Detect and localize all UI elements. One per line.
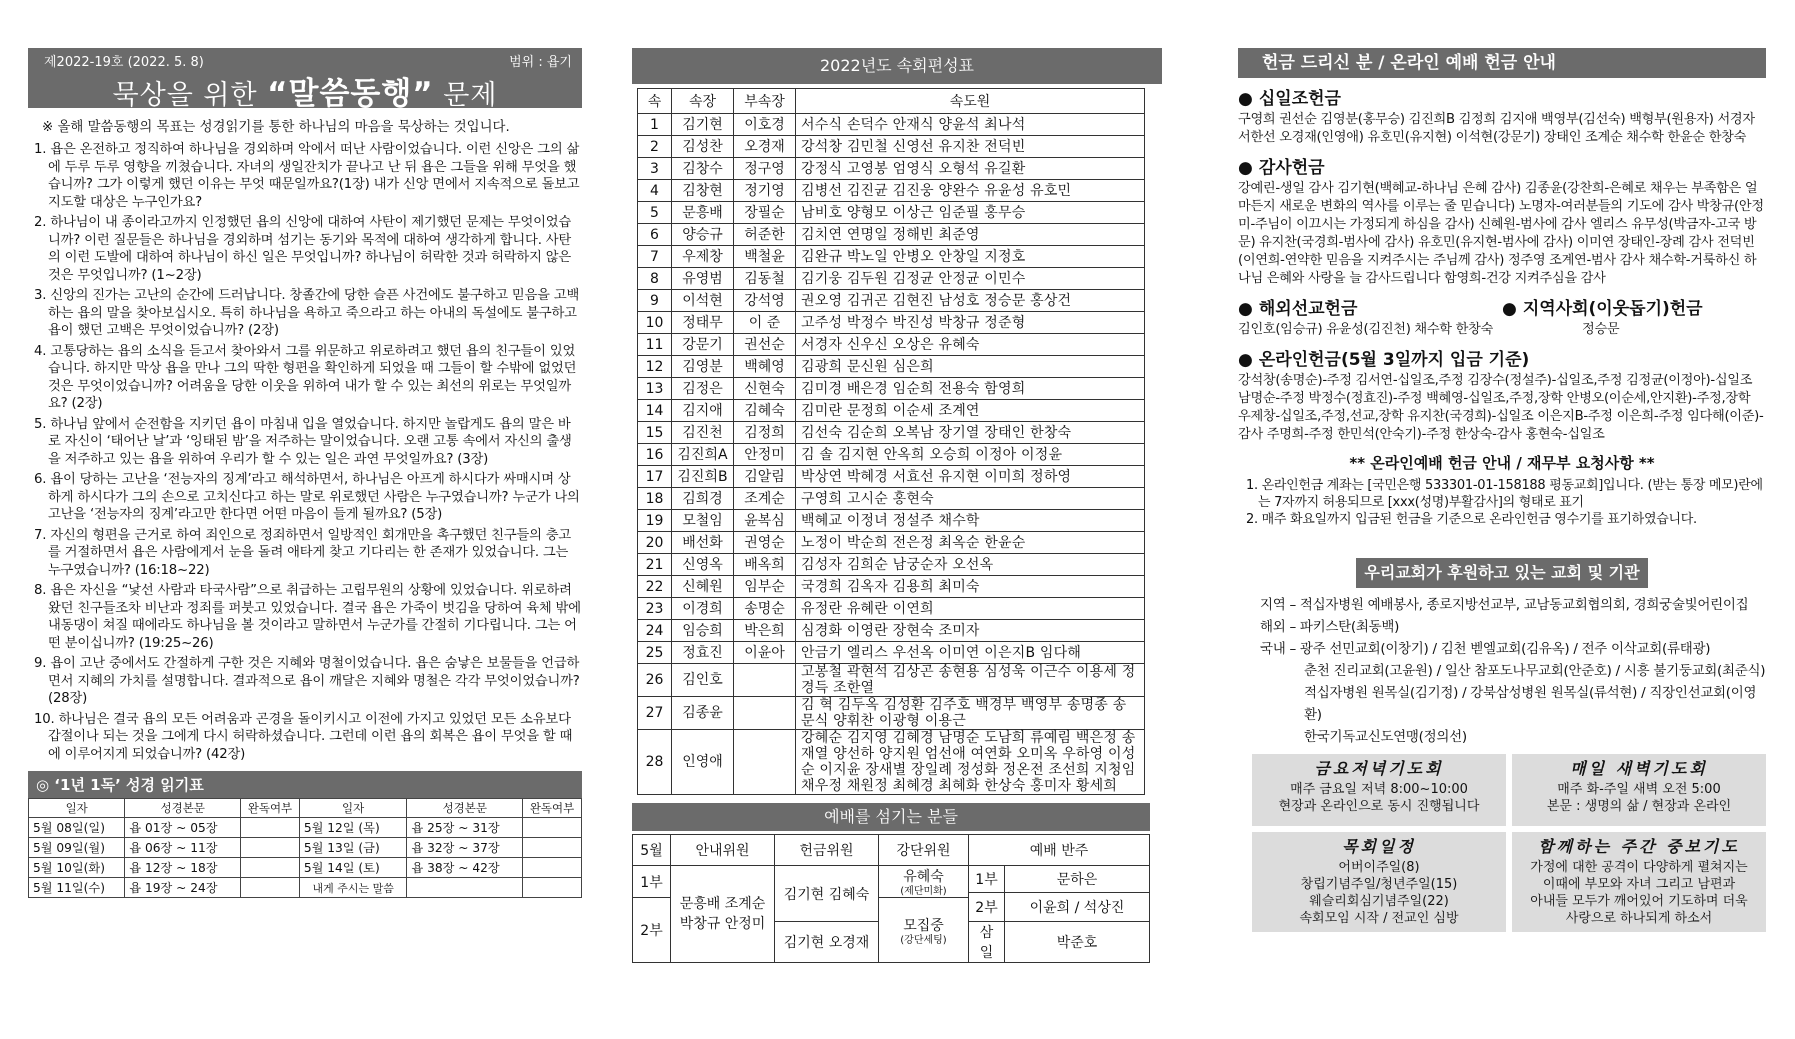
table-row — [638, 290, 1145, 312]
table-header: 성경본문 — [125, 799, 241, 818]
table-header: 강단위원 — [879, 835, 969, 866]
group-subleader: 정구영 — [734, 158, 796, 180]
group-leader: 김종윤 — [672, 697, 734, 730]
group-leader: 이경희 — [672, 598, 734, 620]
group-members: 김성자 김희순 남궁순자 오선옥 — [796, 554, 1145, 576]
table-row — [638, 268, 1145, 290]
group-number: 5 — [638, 202, 672, 224]
request-item: 2. 매주 화요일까지 입금된 헌금을 기준으로 온라인헌금 영수기를 표기하였습니다. — [1246, 512, 1697, 527]
group-subleader: 백철윤 — [734, 246, 796, 268]
group-members: 김미란 문정희 이순세 조계연 — [796, 400, 1145, 422]
community-heading: ● 지역사회(이웃돕기)헌금 — [1502, 299, 1703, 319]
group-number: 3 — [638, 158, 672, 180]
group-leader: 김창현 — [672, 180, 734, 202]
group-members: 김광희 문신원 심은희 — [796, 356, 1145, 378]
request-title: ** 온라인예배 헌금 안내 / 재무부 요청사항 ** — [1349, 454, 1655, 472]
friday-prayer-box: 금요저녁기도회 매주 금요일 저녁 8:00~10:00 현장과 온라인으로 동시 진행됩니다 — [1252, 754, 1506, 826]
question-item: 7. 자신의 형편을 근거로 하여 죄인으로 정죄하면서 일방적인 회개만을 촉구했던 친구들의 충고를 거절하면서 욥은 사람에게서 눈을 돌려 애타게 찾고 기다리는 한 존재가 있었습니다. 그는 누구였습니까? (16:18~22) — [34, 527, 572, 578]
table-row — [638, 312, 1145, 334]
meditation-intro: ※ 올해 말씀동행의 목표는 성경읽기를 통한 하나님의 마음을 묵상하는 것입니다. — [42, 120, 510, 135]
question-item: 9. 욥이 고난 중에서도 간절하게 구한 것은 지혜와 명철이었습니다. 욥은 숨낳은 보물들을 언급하면서 지혜의 가치를 설명합니다. 결과적으로 욥이 깨달은 지혜와 명철은 각각 무엇이었습니까? (28장) — [34, 656, 580, 706]
group-table-title: 2022년도 속회편성표 — [632, 48, 1162, 84]
mission-list: 김인호(임승규) 유윤성(김진천) 채수학 한창숙 — [1238, 322, 1493, 337]
group-members: 서경자 신우신 오상은 유혜숙 — [796, 334, 1145, 356]
table-row — [638, 224, 1145, 246]
tithe-heading: ● 십일조헌금 — [1238, 89, 1341, 109]
table-row — [638, 620, 1145, 642]
table-row — [638, 422, 1145, 444]
online-heading: ● 온라인헌금(5월 3일까지 입금 기준) — [1238, 350, 1530, 370]
group-subleader: 김동철 — [734, 268, 796, 290]
group-number: 4 — [638, 180, 672, 202]
group-leader: 모철임 — [672, 510, 734, 532]
table-row — [638, 378, 1145, 400]
table-row — [638, 136, 1145, 158]
group-subleader: 박은희 — [734, 620, 796, 642]
completion-cell[interactable] — [523, 838, 582, 858]
group-members: 권오영 김귀곤 김현진 남성호 정승문 홍상건 — [796, 290, 1145, 312]
table-header: 완독여부 — [523, 799, 582, 818]
group-members: 박상연 박혜경 서효선 유지현 이미희 정하영 — [796, 466, 1145, 488]
bullet-icon: ● — [1502, 299, 1517, 319]
group-subleader: 오경재 — [734, 136, 796, 158]
group-members: 김치연 연명일 정해빈 최준영 — [796, 224, 1145, 246]
support-item: 해외 – 파키스탄(최동백) — [1260, 619, 1400, 635]
group-leader: 정효진 — [672, 642, 734, 664]
request-item: 1. 온라인헌금 계좌는 [국민은행 533301-01-158188 평동교회]입니다. (받는 통장 메모)란에는 7자까지 허용되므로 [xxx(성명)부활감사]의 형태로 표기 — [1246, 478, 1763, 510]
group-subleader: 이윤아 — [734, 642, 796, 664]
group-leader: 유영범 — [672, 268, 734, 290]
group-leader: 신혜원 — [672, 576, 734, 598]
group-subleader: 임부순 — [734, 576, 796, 598]
group-members: 국경희 김옥자 김용희 최미숙 — [796, 576, 1145, 598]
group-leader: 정태무 — [672, 312, 734, 334]
completion-cell[interactable] — [241, 878, 300, 898]
group-subleader: 권영순 — [734, 532, 796, 554]
group-members: 백혜교 이정녀 정설주 채수학 — [796, 510, 1145, 532]
group-number: 15 — [638, 422, 672, 444]
group-members: 노정이 박순희 전은정 최옥순 한윤순 — [796, 532, 1145, 554]
table-row — [638, 114, 1145, 136]
table-header: 안내위원 — [671, 835, 775, 866]
bible-reading-table — [28, 798, 582, 898]
group-number: 12 — [638, 356, 672, 378]
table-row: 2부 모집중 (강단세팅) — [633, 898, 1150, 922]
group-members: 유정란 유혜란 이연희 — [796, 598, 1145, 620]
group-members: 고봉철 곽현석 김상곤 송현용 심성욱 이근수 이용세 정경득 조한열 — [796, 664, 1145, 697]
table-row — [638, 598, 1145, 620]
group-subleader — [734, 730, 796, 795]
group-subleader: 안정미 — [734, 444, 796, 466]
table-header: 속 — [638, 89, 672, 114]
table-header: 성경본문 — [407, 799, 523, 818]
table-row — [638, 510, 1145, 532]
group-subleader: 백혜영 — [734, 356, 796, 378]
group-subleader: 장필순 — [734, 202, 796, 224]
group-number: 26 — [638, 664, 672, 697]
table-header: 일자 — [299, 799, 407, 818]
group-leader: 김진천 — [672, 422, 734, 444]
weekly-intercession-box: 함께하는 주간 중보기도 가정에 대한 공격이 다양하게 펼쳐지는 이때에 부모와 자녀 그리고 남편과 아내들 모두가 깨어있어 기도하며 더욱 사랑으로 하나되게 하소서 — [1512, 832, 1766, 932]
group-number: 16 — [638, 444, 672, 466]
group-table — [637, 88, 1145, 795]
support-list — [1238, 594, 1766, 748]
table-row — [638, 444, 1145, 466]
question-item: 6. 욥이 당하는 고난을 ‘전능자의 징계’라고 해석하면서, 하나님은 아프게 하시다가 싸매시며 상하게 하시다가 그의 손으로 고치신다고 하는 말로 위로했던 사람은 누구였습니까? 누군가 나의 고난을 ‘전능자의 징계’라고만 한다면 어떤 마음이 들게 될까요? (5장) — [34, 472, 580, 522]
table-row — [638, 180, 1145, 202]
group-number: 21 — [638, 554, 672, 576]
table-header: 헌금위원 — [775, 835, 879, 866]
group-members: 강혜순 김지영 김혜경 남명순 도남희 류예림 백은정 송재열 양선하 양지원 엄선애 여연화 오미옥 우하영 이성순 이지윤 장새별 장일례 정성화 정온전 조선희 지청임 채우정 채원정 최혜경 최혜화 한상숙 홍미자 황세희 — [796, 730, 1145, 795]
group-number: 20 — [638, 532, 672, 554]
table-header: 속장 — [672, 89, 734, 114]
group-number: 14 — [638, 400, 672, 422]
offering-title: 헌금 드리신 분 / 온라인 예배 헌금 안내 — [1238, 48, 1766, 78]
offering-column — [1238, 0, 1766, 1039]
thanks-heading: ● 감사헌금 — [1238, 158, 1325, 178]
table-row: 5월 09일(월) 욥 06장 ~ 11장 5월 13일 (금) 욥 32장 ~ 37장 — [29, 838, 582, 858]
table-row — [638, 664, 1145, 697]
question-item: 5. 하나님 앞에서 순전함을 지키던 욥이 마침내 입을 열었습니다. 하지만 놀랍게도 욥의 말은 바로 자신이 ‘태어난 날’과 ‘잉태된 밤’을 저주하는 말이었습니다. 오랜 고통 속에서 자신의 출생을 저주하고 있는 욥을 위하여 우리가 할 수 있는 일은 과연 무엇일까요? (3장) — [34, 416, 572, 467]
completion-cell[interactable] — [523, 858, 582, 878]
group-number: 1 — [638, 114, 672, 136]
completion-cell[interactable] — [241, 838, 300, 858]
table-row — [638, 466, 1145, 488]
group-subleader: 윤복심 — [734, 510, 796, 532]
group-number: 8 — [638, 268, 672, 290]
group-members: 안금기 엘리스 우선옥 이미연 이은지B 임다해 — [796, 642, 1145, 664]
table-row — [638, 532, 1145, 554]
question-item: 2. 하나님이 내 종이라고까지 인정했던 욥의 신앙에 대하여 사탄이 제기했던 문제는 무엇이었습니까? 이런 질문들은 하나님을 경외하며 섬기는 동기와 목적에 대하여 생각하게 합니다. 사탄의 이런 도발에 대하여 하나님이 하신 일은 무엇입니까? 하나님이 허락한 것과 허락하지 않은 것은 무엇입니까? (1~2장) — [34, 215, 572, 283]
support-item: 적십자병원 원목실(김기정) / 강북삼성병원 원목실(류석현) / 직장인선교회(이영환) — [1304, 685, 1757, 723]
group-subleader: 강석영 — [734, 290, 796, 312]
table-row — [638, 697, 1145, 730]
bullet-icon: ● — [1238, 350, 1253, 370]
bullet-icon: ● — [1238, 158, 1253, 178]
group-leader: 김인호 — [672, 664, 734, 697]
group-subleader: 신현숙 — [734, 378, 796, 400]
group-number: 24 — [638, 620, 672, 642]
support-item: 지역 – 적십자병원 예배봉사, 종로지방선교부, 교남동교회협의회, 경희궁술빛어린이집 — [1260, 597, 1749, 613]
group-leader: 문흥배 — [672, 202, 734, 224]
group-members: 강석창 김민철 신영선 유지찬 전덕빈 — [796, 136, 1145, 158]
group-number: 11 — [638, 334, 672, 356]
group-number: 25 — [638, 642, 672, 664]
table-row: 5월 08일(일) 욥 01장 ~ 05장 5월 12일 (목) 욥 25장 ~ 31장 — [29, 818, 582, 838]
group-number: 6 — [638, 224, 672, 246]
mission-heading: ● 해외선교헌금 — [1238, 299, 1358, 319]
pastoral-schedule-box: 목회일정 어버이주일(8) 창립기념주일/청년주일(15) 웨슬리회심기념주일(22) 속회모임 시작 / 전교인 심방 — [1252, 832, 1506, 932]
meditation-header — [28, 48, 582, 112]
completion-cell[interactable] — [241, 818, 300, 838]
question-item: 8. 욥은 자신을 “낯선 사람과 타국사람”으로 취급하는 고립무원의 상황에 있었습니다. 위로하려 왔던 친구들조차 비난과 정죄를 퍼붓고 있었습니다. 결국 욥은 가죽이 벗김을 당하여 육체 밖에 내동댕이 쳐질 때에라도 하나님을 볼 것이라고 말하면서 누군가를 간절히 기다립니다. 그는 어떤 분이십니까? (19:25~26) — [34, 583, 581, 651]
table-row — [638, 356, 1145, 378]
question-item: 1. 욥은 온전하고 정직하여 하나님을 경외하며 악에서 떠난 사람이었습니다. 이런 신앙은 그의 삶에 두루 두루 영향을 끼쳤습니다. 자녀의 생일잔치가 끝나고 난 뒤 욥은 그들을 위해 무엇을 했습니까? 그가 이렇게 했던 이유는 무엇 때문일까요?(1장) 내가 신앙 면에서 지속적으로 돌보고 지도할 대상은 누구인가요? — [34, 142, 580, 210]
question-item: 4. 고통당하는 욥의 소식을 듣고서 찾아와서 그를 위문하고 위로하려고 했던 욥의 친구들이 있었습니다. 하지만 막상 욥을 만나 그의 딱한 형편을 확인하게 되었을 때 그들이 할 수밖에 없었던 것은 무엇이었습니까? 어려움을 당한 이웃을 위하여 내가 할 수 있는 최선의 위로는 무엇일까요? (2장) — [34, 343, 577, 411]
bullet-icon: ● — [1238, 89, 1253, 109]
group-number: 10 — [638, 312, 672, 334]
table-row — [638, 246, 1145, 268]
group-number: 13 — [638, 378, 672, 400]
group-members: 구영희 고시순 홍현숙 — [796, 488, 1145, 510]
table-row: 김기현 오경재 삼일 박준호 — [633, 922, 1150, 963]
group-number: 22 — [638, 576, 672, 598]
group-leader: 김진희B — [672, 466, 734, 488]
group-subleader: 김혜숙 — [734, 400, 796, 422]
table-row: 5월 11일(수) 욥 19장 ~ 24장 내게 주시는 말씀 — [29, 878, 582, 898]
group-subleader: 이 준 — [734, 312, 796, 334]
group-members: 김 솔 김지현 안옥희 오승희 이정아 이정윤 — [796, 444, 1145, 466]
group-leader: 김창수 — [672, 158, 734, 180]
group-leader: 인영애 — [672, 730, 734, 795]
group-members: 김완규 박노일 안병오 안창일 지정호 — [796, 246, 1145, 268]
thanks-list: 강예린-생일 감사 김기현(백혜교-하나님 은혜 감사) 김종윤(강찬희-은혜로 채우는 부족함은 얼마든지 새로운 변화의 역사를 이루는 줄 믿습니다) 노명자-여러분들의 기도에 감사 박창규(안정미-주님이 이끄시는 가정되게 하심을 감사) 신혜원-범사에 감사 엘리스 유무성(박금자-고국 방문) 유지찬(국경희-범사에 감사) 유호민(유지현-범사에 감사) 이미연 장태인-장례 감사 전덕빈(이연희-연약한 믿음을 지켜주시는 주님께 감사) 정주영 조계연-범사 감사 채수학-거룩하신 하나님 은혜와 사랑을 늘 감사드립니다 함영희-건강 지켜주심을 감사 — [1238, 181, 1764, 286]
meditation-title: 묵상을 위한 “말씀동행” 문제 — [112, 76, 498, 112]
meditation-column — [28, 0, 582, 1039]
group-number: 23 — [638, 598, 672, 620]
group-subleader: 정기영 — [734, 180, 796, 202]
group-leader: 배선화 — [672, 532, 734, 554]
notice-boxes — [1252, 754, 1766, 932]
table-row — [638, 642, 1145, 664]
usher-table: 5월 안내위원 헌금위원 강단위원 예배 반주 1부 문흥배 조계순 박창규 안정미 김기현 김혜숙 유혜숙 (제단미화) 1부 문하은 2부 이윤희 / 석상진 2부 모집중 (강단세팅) 김기현 오경재 삼일 박준호 — [632, 834, 1150, 963]
group-number: 18 — [638, 488, 672, 510]
table-row — [638, 334, 1145, 356]
table-header: 속도원 — [796, 89, 1145, 114]
group-leader: 임승희 — [672, 620, 734, 642]
group-number: 17 — [638, 466, 672, 488]
group-subleader: 권선순 — [734, 334, 796, 356]
group-members: 서수식 손덕수 안재식 양윤석 최나석 — [796, 114, 1145, 136]
table-row — [638, 202, 1145, 224]
support-title: 우리교회가 후원하고 있는 교회 및 기관 — [1356, 558, 1648, 588]
group-subleader: 허준한 — [734, 224, 796, 246]
table-header: 일자 — [29, 799, 125, 818]
bullet-icon: ● — [1238, 299, 1253, 319]
group-subleader: 김알림 — [734, 466, 796, 488]
group-members: 강정식 고영봉 엄영식 오형석 유길환 — [796, 158, 1145, 180]
group-number: 19 — [638, 510, 672, 532]
group-leader: 양승규 — [672, 224, 734, 246]
table-header: 5월 — [633, 835, 671, 866]
group-subleader — [734, 697, 796, 730]
table-header: 예배 반주 — [969, 835, 1150, 866]
support-item: 춘천 진리교회(고윤원) / 일산 참포도나무교회(안준호) / 시흥 불기둥교회(최준식) — [1304, 663, 1766, 679]
group-members: 김병선 김진균 김진웅 양완수 유윤성 유호민 — [796, 180, 1145, 202]
support-item: 한국기독교신도연맹(정의선) — [1304, 729, 1467, 745]
group-leader: 김정은 — [672, 378, 734, 400]
group-members: 김선숙 김순희 오복남 장기열 장태인 한창숙 — [796, 422, 1145, 444]
table-row — [638, 576, 1145, 598]
group-subleader: 김정희 — [734, 422, 796, 444]
group-members: 심경화 이영란 장현숙 조미자 — [796, 620, 1145, 642]
group-members: 김기웅 김두원 김정균 안정균 이민수 — [796, 268, 1145, 290]
group-leader: 강문기 — [672, 334, 734, 356]
completion-cell[interactable] — [523, 818, 582, 838]
group-leader: 김진희A — [672, 444, 734, 466]
table-row: 1부 문흥배 조계순 박창규 안정미 김기현 김혜숙 유혜숙 (제단미화) 1부 문하은 — [633, 866, 1150, 893]
community-list: 정승문 — [1582, 322, 1620, 337]
question-item: 3. 신앙의 진가는 고난의 순간에 드러납니다. 창졸간에 당한 슬픈 사건에도 불구하고 믿음을 고백하는 욥의 말을 찾아보십시오. 특히 하나님을 욕하고 죽으라고 하는 아내의 독설에도 불구하고 욥이 했던 고백은 무엇이었습니까? (2장) — [34, 288, 580, 338]
table-row — [638, 400, 1145, 422]
group-subleader: 송명순 — [734, 598, 796, 620]
group-leader: 우제창 — [672, 246, 734, 268]
group-number: 2 — [638, 136, 672, 158]
group-members: 김 혁 김두옥 김성환 김주호 백경부 백영부 송명종 송문식 양휘찬 이광형 이용근 — [796, 697, 1145, 730]
issue-number: 제2022-19호 (2022. 5. 8) — [44, 55, 204, 70]
group-subleader: 배옥희 — [734, 554, 796, 576]
group-number: 27 — [638, 697, 672, 730]
question-list — [28, 141, 582, 763]
group-number: 9 — [638, 290, 672, 312]
table-row — [638, 488, 1145, 510]
question-item: 10. 하나님은 결국 욥의 모든 어려움과 곤경을 돌이키시고 이전에 가지고 있었던 모든 소유보다 갑절이나 되는 것을 그에게 다시 허락하셨습니다. 그런데 이런 욥의 회복은 욥이 무엇을 할 때에 이루어지게 되었습니까? (42장) — [34, 711, 573, 762]
group-number: 7 — [638, 246, 672, 268]
group-subleader: 이호경 — [734, 114, 796, 136]
group-leader: 김영분 — [672, 356, 734, 378]
group-column — [632, 0, 1162, 1039]
table-row: 5월 10일(화) 욥 12장 ~ 18장 5월 14일 (토) 욥 38장 ~ 42장 — [29, 858, 582, 878]
group-leader: 김성찬 — [672, 136, 734, 158]
group-members: 고주성 박정수 박진성 박창규 정준형 — [796, 312, 1145, 334]
table-header: 부속장 — [734, 89, 796, 114]
table-row — [638, 730, 1145, 795]
table-row — [638, 158, 1145, 180]
table-header: 완독여부 — [241, 799, 300, 818]
group-leader: 이석현 — [672, 290, 734, 312]
group-leader: 김희경 — [672, 488, 734, 510]
completion-cell[interactable] — [241, 858, 300, 878]
group-subleader — [734, 664, 796, 697]
online-list: 강석창(송명순)-주정 김서연-십일조,주정 김장수(정설주)-십일조,주정 김정균(이정아)-십일조 남명순-주정 박정수(정효진)-주정 백혜영-십일조,주정,장학 안병오(이순세,안지환)-주정,장학 우제창-십일조,주정,선교,장학 유지찬(국경희)-십일조 이은지B-주정 이은희-주정 임다해(이준)-감사 주명희-주정 한민석(안숙기)-주정 한상숙-감사 홍현숙-십일조 — [1238, 373, 1764, 442]
reading-range: 범위 : 욥기 — [509, 55, 572, 70]
usher-table-title: 예배를 섬기는 분들 — [632, 803, 1150, 831]
table-row — [638, 554, 1145, 576]
group-leader: 김지애 — [672, 400, 734, 422]
group-leader: 신영옥 — [672, 554, 734, 576]
dawn-prayer-box: 매일 새벽기도회 매주 화-주일 새벽 오전 5:00 본문 : 생명의 삶 / 현장과 온라인 — [1512, 754, 1766, 826]
group-leader: 김기현 — [672, 114, 734, 136]
support-item: 국내 – 광주 선민교회(이창기) / 김천 벧엘교회(김유옥) / 전주 이삭교회(류태광) — [1260, 641, 1711, 657]
group-members: 김미경 배은경 임순희 전용숙 함영희 — [796, 378, 1145, 400]
group-number: 28 — [638, 730, 672, 795]
tithe-list: 구영희 권선순 김영분(홍무승) 김진희B 김정희 김지애 백영부(김선숙) 백형부(원용자) 서경자 서한선 오경재(인영애) 유호민(유지현) 이석현(강문기) 장태인 조계순 채수학 한윤순 한창숙 — [1238, 112, 1755, 145]
group-members: 남비호 양형모 이상근 임준필 홍무승 — [796, 202, 1145, 224]
bible-reading-title: ◎ ‘1년 1독’ 성경 읽기표 — [28, 771, 582, 798]
group-subleader: 조계순 — [734, 488, 796, 510]
